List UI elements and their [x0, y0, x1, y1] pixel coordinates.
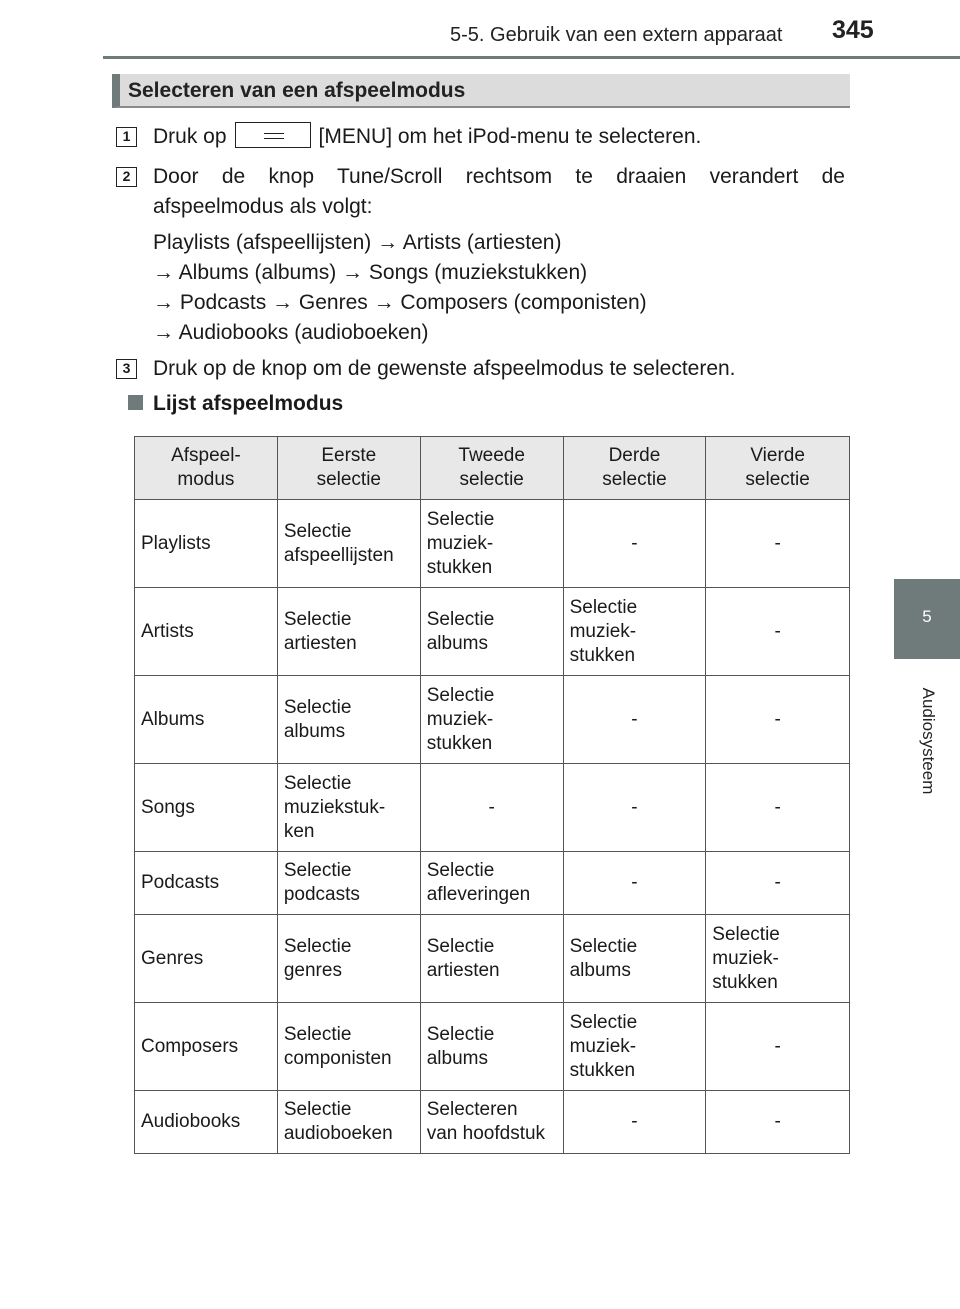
selection-cell: Selectie artiesten: [277, 588, 420, 676]
selection-cell: -: [706, 1003, 850, 1091]
selection-cell: -: [563, 764, 706, 852]
mode-cell: Playlists: [135, 500, 278, 588]
step-number-2: 2: [116, 167, 137, 187]
square-bullet-icon: [128, 395, 143, 410]
menu-button-icon: [235, 122, 311, 148]
selection-cell: -: [706, 764, 850, 852]
playback-mode-table: [134, 436, 850, 1154]
table-row: [135, 1003, 850, 1091]
table-row: [135, 588, 850, 676]
step-number-3: 3: [116, 359, 137, 379]
table-row: [135, 764, 850, 852]
chapter-number: 5: [922, 607, 932, 626]
selection-cell: -: [706, 588, 850, 676]
table-row: [135, 500, 850, 588]
mode-cell: Composers: [135, 1003, 278, 1091]
selection-cell: -: [706, 852, 850, 915]
page-number: 345: [832, 16, 874, 44]
selection-cell: Selectie albums: [277, 676, 420, 764]
header-cell: Tweede selectie: [420, 437, 563, 500]
table-row: [135, 1091, 850, 1154]
header-cell: Eerste selectie: [277, 437, 420, 500]
selection-cell: Selectie muziek- stukken: [420, 676, 563, 764]
sequence-line-3: → Podcasts → Genres → Composers (componisten): [153, 291, 647, 314]
selection-cell: -: [706, 500, 850, 588]
selection-cell: -: [706, 1091, 850, 1154]
step-2-line-1: Door de knop Tune/Scroll rechtsom te draaien verandert de: [153, 165, 845, 188]
table-row: [135, 676, 850, 764]
header-cell: Afspeel- modus: [135, 437, 278, 500]
sequence-line-4: → Audiobooks (audioboeken): [153, 321, 429, 344]
selection-cell: Selectie audioboeken: [277, 1091, 420, 1154]
selection-cell: Selectie muziek- stukken: [706, 915, 850, 1003]
selection-cell: Selectie afspeellijsten: [277, 500, 420, 588]
selection-cell: Selectie muziek- stukken: [563, 1003, 706, 1091]
subheading: [128, 392, 343, 416]
selection-cell: Selectie muziek- stukken: [563, 588, 706, 676]
selection-cell: -: [420, 764, 563, 852]
header-rule: [103, 56, 960, 59]
step-1-text: [153, 122, 701, 152]
step-1-before: Druk op: [153, 125, 227, 148]
mode-cell: Artists: [135, 588, 278, 676]
mode-cell: Genres: [135, 915, 278, 1003]
section-title: Selecteren van een afspeelmodus: [128, 79, 466, 102]
step-number-1: 1: [116, 127, 137, 147]
step-2-line-2: afspeelmodus als volgt:: [153, 195, 373, 218]
header-cell: Vierde selectie: [706, 437, 850, 500]
selection-cell: Selectie componisten: [277, 1003, 420, 1091]
mode-cell: Albums: [135, 676, 278, 764]
selection-cell: Selectie podcasts: [277, 852, 420, 915]
selection-cell: Selectie muziek- stukken: [420, 500, 563, 588]
table-header-row: [135, 437, 850, 500]
selection-cell: Selectie genres: [277, 915, 420, 1003]
selection-cell: Selectie artiesten: [420, 915, 563, 1003]
selection-cell: -: [563, 1091, 706, 1154]
selection-cell: Selectie albums: [420, 1003, 563, 1091]
chapter-label: Audiosysteem: [919, 687, 938, 795]
selection-cell: -: [563, 676, 706, 764]
selection-cell: Selecteren van hoofdstuk: [420, 1091, 563, 1154]
selection-cell: -: [563, 500, 706, 588]
selection-cell: Selectie afleveringen: [420, 852, 563, 915]
mode-cell: Audiobooks: [135, 1091, 278, 1154]
step-1-after: [MENU] om het iPod-menu te selecteren.: [318, 125, 702, 148]
section-heading-bar: [112, 74, 850, 108]
table-row: [135, 852, 850, 915]
header-title: 5-5. Gebruik van een extern apparaat: [450, 24, 783, 46]
selection-cell: -: [563, 852, 706, 915]
selection-cell: -: [706, 676, 850, 764]
selection-cell: Selectie muziekstuk- ken: [277, 764, 420, 852]
subheading-text: Lijst afspeelmodus: [153, 392, 344, 415]
sequence-line-1: Playlists (afspeellijsten) → Artists (artiesten): [153, 231, 562, 254]
selection-cell: Selectie albums: [420, 588, 563, 676]
selection-cell: Selectie albums: [563, 915, 706, 1003]
mode-cell: Podcasts: [135, 852, 278, 915]
sequence-line-2: → Albums (albums) → Songs (muziekstukken): [153, 261, 588, 284]
chapter-tab: [894, 579, 960, 659]
header-cell: Derde selectie: [563, 437, 706, 500]
mode-cell: Songs: [135, 764, 278, 852]
table-row: [135, 915, 850, 1003]
step-3-text: Druk op de knop om de gewenste afspeelmodus te selecteren.: [153, 357, 736, 380]
